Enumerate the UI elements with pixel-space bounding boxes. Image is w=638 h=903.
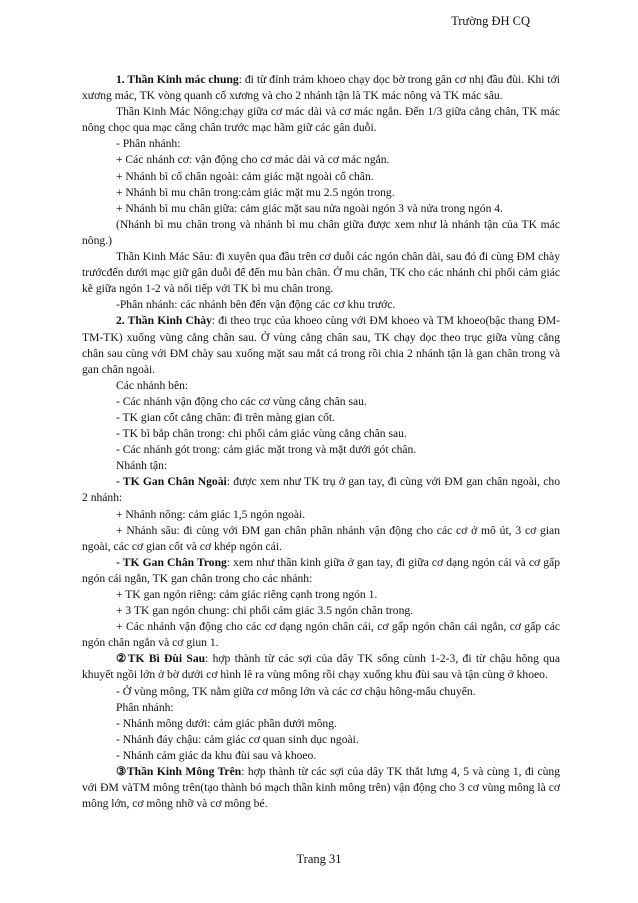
paragraph-text: - Nhánh cảm giác da khu đùi sau và khoeo. — [116, 748, 317, 762]
paragraph — [82, 378, 560, 394]
paragraph-text: Nhánh tận: — [116, 459, 168, 473]
paragraph — [82, 651, 560, 683]
paragraph — [82, 555, 560, 587]
paragraph-text: Các nhánh bên: — [116, 378, 189, 392]
paragraph-text: + Các nhánh vận động cho các cơ dạng ngón chân cái, cơ gấp ngón chân cái ngắn, cơ gấp các ngón chân ngắn và cơ giun 1. — [82, 620, 560, 650]
paragraph — [82, 764, 560, 812]
paragraph-text: : đi theo trục của khoeo cùng với ĐM khoeo và TM khoeo(bậc thang ĐM-TM-TK) xuống vùng cẳng chân sau. Ở vùng cẳng chân sau, TK chạy dọc theo trục giữa vùng cẳng chân sau cùng với ĐM chày sau xuống mặt sau mắt cá trong rồi chia 2 nhánh tận là gan chân trong và gan chân ngoài. — [82, 314, 560, 376]
paragraph-text: : hợp thành từ các sợi của dây TK thắt lưng 4, 5 và cùng 1, đi cùng với ĐM vàTM mông trên(tạo thành bó mạch thần kinh mông trên) vận động cho 3 cơ vùng mông là cơ mông lớn, cơ mông nhỡ và cơ mông bé. — [82, 765, 561, 811]
paragraph-text: Phân nhánh: — [116, 700, 174, 714]
paragraph — [82, 619, 560, 651]
paragraph-text: + Nhánh sâu: đi cùng với ĐM gan chân phân nhánh vận động cho các cơ ở mô út, 3 cơ gian ngoài, các cơ gian cốt và cơ khép ngón cái. — [82, 523, 560, 553]
paragraph-text: Thần Kinh Mác Sâu: đi xuyên qua đầu trên cơ duỗi các ngón chân dài, sau đó đi cùng ĐM chày trướcđến dưới mạc giữ gân duỗi để đến mu bàn chân. Ở mu chân, TK cho các nhánh chỉ phối cảm giác kẽ giữa ngón 1-2 và nối tiếp với TK bì mu chân trong. — [82, 250, 560, 296]
paragraph — [82, 394, 560, 410]
paragraph-text: - TK gian cốt cẳng chân: đi trên màng gian cốt. — [116, 410, 336, 424]
paragraph — [82, 716, 560, 732]
bold-heading: ③Thần Kinh Mông Trên — [116, 765, 242, 779]
paragraph-text: : được xem như TK trụ ở gan tay, đi cùng với ĐM gan chân ngoài, cho 2 nhánh: — [82, 475, 560, 505]
paragraph-text: + Nhánh bì mu chân trong:cảm giác mặt mu 2.5 ngón trong. — [116, 185, 395, 199]
page-number: Trang 31 — [296, 852, 342, 866]
paragraph-text: + 3 TK gan ngón chung: chi phối cảm giác 3.5 ngón chân trong. — [116, 604, 414, 618]
paragraph — [82, 410, 560, 426]
paragraph-text: -Phân nhánh: các nhánh bên đến vận động các cơ khu trước. — [116, 298, 396, 312]
paragraph — [82, 297, 560, 313]
paragraph — [82, 523, 560, 555]
paragraph — [82, 249, 560, 297]
paragraph-text: - Nhánh đáy chậu: cảm giác cơ quan sinh dục ngoài. — [116, 732, 359, 746]
paragraph-text: (Nhánh bì mu chân trong và nhánh bì mu chân giữa được xem như là nhánh tận của TK mác nông.) — [82, 217, 560, 247]
paragraph-text: - Ở vùng mông, TK nằm giữa cơ mông lớn và các cơ chậu hông-mấu chuyển. — [116, 684, 476, 698]
paragraph — [82, 136, 560, 152]
paragraph — [82, 313, 560, 377]
paragraph — [82, 732, 560, 748]
paragraph — [82, 426, 560, 442]
paragraph — [82, 152, 560, 168]
paragraph — [82, 587, 560, 603]
paragraph — [82, 185, 560, 201]
paragraph-text: + Nhánh bì mu chân giữa: cảm giác mặt sau nửa ngoài ngón 3 và nửa trong ngón 4. — [116, 201, 503, 215]
document-body — [82, 72, 560, 812]
paragraph-text: : đi từ đỉnh trám khoeo chạy dọc bờ trong gân cơ nhị đầu đùi. Khi tới xương mác, TK vòng quanh cổ xương và cho 2 nhánh tận là TK mác nông và TK mác sâu. — [82, 73, 560, 103]
bold-heading: - TK Gan Chân Trong — [116, 555, 227, 569]
paragraph-text: : hợp thành từ các sợi của dây TK sống cùnh 1-2-3, đi từ chậu hông qua khuyết ngồi lớn ở bờ dưới cơ hình lê ra vùng mông rồi chạy xuống khu đùi sau và tận cùng ở khoeo. — [82, 652, 560, 682]
paragraph-text: + TK gan ngón riêng: cảm giác riêng cạnh trong ngón 1. — [116, 588, 378, 601]
paragraph-text: + Nhánh nông: cảm giác 1,5 ngón ngoài. — [116, 507, 306, 521]
paragraph-text: + Các nhánh cơ: vận động cho cơ mác dài và cơ mác ngắn. — [116, 153, 390, 167]
paragraph — [82, 458, 560, 474]
paragraph-text: - Phân nhánh: — [116, 137, 181, 151]
paragraph-text: - Các nhánh vận động cho các cơ vùng cẳng chân sau. — [116, 394, 367, 408]
paragraph — [82, 474, 560, 506]
paragraph — [82, 603, 560, 619]
page-header: Trường ĐH CQ — [451, 14, 530, 28]
paragraph — [82, 684, 560, 700]
paragraph-text: : xem như thần kinh giữa ở gan tay, đi giữa cơ dạng ngón cái và cơ gấp ngón cái ngắn, TK gan chân trong cho các nhánh: — [82, 555, 560, 585]
paragraph — [82, 748, 560, 764]
bold-heading: ②TK Bì Đùi Sau — [116, 652, 206, 666]
paragraph — [82, 169, 560, 185]
paragraph — [82, 72, 560, 104]
paragraph-text: - TK bì bắp chân trong: chi phối cảm giác vùng cẳng chân sau. — [116, 427, 407, 441]
bold-heading: 2. Thần Kinh Chày — [116, 314, 212, 328]
paragraph-text: - Các nhánh gót trong: cảm giác mặt trong và mặt dưới gót chân. — [116, 443, 417, 457]
paragraph-text: + Nhánh bì cổ chân ngoài: cảm giác mặt ngoài cổ chân. — [116, 169, 374, 183]
paragraph-text: Thần Kinh Mác Nông:chạy giữa cơ mác dài và cơ mác ngắn. Đến 1/3 giữa cẳng chân, TK mác nông chọc qua mạc căng chân trước mạc hãm giữ các gân duỗi. — [82, 105, 560, 135]
bold-heading: 1. Thần Kinh mác chung — [116, 73, 239, 86]
paragraph — [82, 700, 560, 716]
bold-heading: - TK Gan Chân Ngoài — [116, 475, 227, 489]
paragraph — [82, 201, 560, 217]
paragraph-text: - Nhánh mông dưới: cảm giác phần dưới mông. — [116, 716, 337, 730]
paragraph — [82, 507, 560, 523]
paragraph — [82, 104, 560, 136]
paragraph — [82, 442, 560, 458]
paragraph — [82, 217, 560, 249]
